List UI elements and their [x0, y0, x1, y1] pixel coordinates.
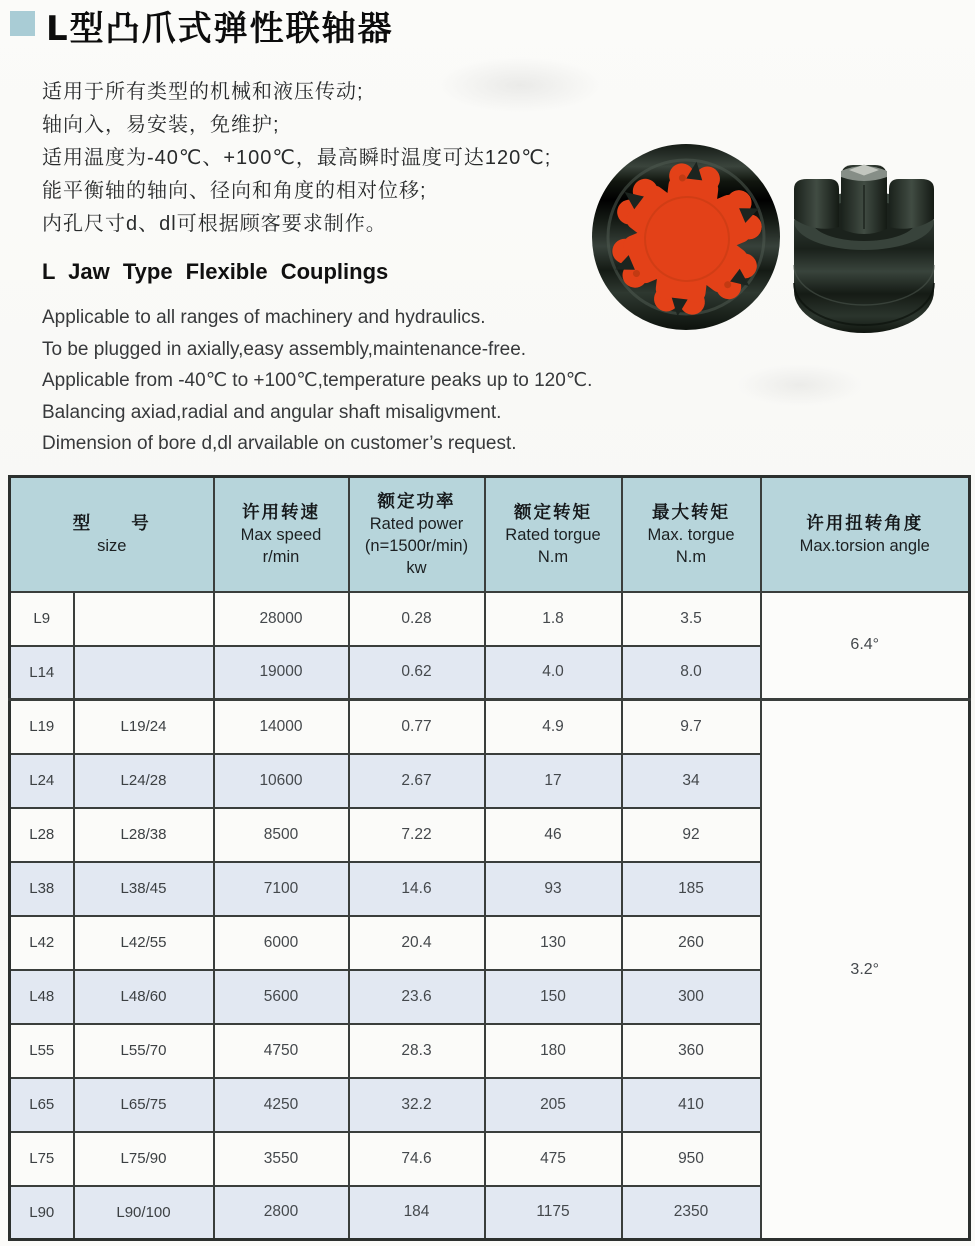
model-cell: L24 [10, 754, 74, 808]
table-row [10, 592, 970, 646]
section-bullet-square [10, 11, 35, 36]
table-header-row [10, 477, 970, 592]
rated-torque-cell: 4.9 [485, 700, 622, 754]
model2-cell: L90/100 [74, 1186, 214, 1240]
model2-cell: L75/90 [74, 1132, 214, 1186]
rated-torque-cell: 130 [485, 916, 622, 970]
rated-torque-cell: 4.0 [485, 646, 622, 700]
model-cell: L75 [10, 1132, 74, 1186]
max-torque-cell: 185 [622, 862, 761, 916]
speed-cell: 3550 [214, 1132, 349, 1186]
max-torque-cell: 950 [622, 1132, 761, 1186]
speed-cell: 7100 [214, 862, 349, 916]
speed-cell: 8500 [214, 808, 349, 862]
model2-cell: L55/70 [74, 1024, 214, 1078]
max-torque-cell: 260 [622, 916, 761, 970]
col-header-size-en: size [97, 537, 127, 556]
power-cell: 74.6 [349, 1132, 485, 1186]
model2-cell: L65/75 [74, 1078, 214, 1132]
intro-english [42, 302, 602, 460]
power-cell: 20.4 [349, 916, 485, 970]
model-cell: L65 [10, 1078, 74, 1132]
model-cell: L55 [10, 1024, 74, 1078]
intro-zh-line: 轴向入，易安装，免维护; [42, 114, 280, 136]
power-cell: 32.2 [349, 1078, 485, 1132]
max-torque-cell: 360 [622, 1024, 761, 1078]
rated-torque-cell: 46 [485, 808, 622, 862]
model2-cell [74, 592, 214, 646]
max-torque-cell: 92 [622, 808, 761, 862]
intro-en-line: To be plugged in axially,easy assembly,maintenance-free. [42, 338, 527, 360]
rated-torque-cell: 17 [485, 754, 622, 808]
model2-cell: L19/24 [74, 700, 214, 754]
speed-cell: 14000 [214, 700, 349, 754]
intro-zh-line: 能平衡轴的轴向、径向和角度的相对位移; [42, 180, 427, 202]
page-title: L型凸爪式弹性联轴器 [46, 9, 394, 49]
power-cell: 0.28 [349, 592, 485, 646]
intro-en-line: Dimension of bore d,dl arvailable on customer’s request. [42, 433, 517, 454]
spec-table [8, 475, 971, 1241]
model-cell: L9 [10, 592, 74, 646]
max-torque-cell: 2350 [622, 1186, 761, 1240]
speed-cell: 10600 [214, 754, 349, 808]
speed-cell: 28000 [214, 592, 349, 646]
angle-cell: 3.2° [761, 700, 970, 1240]
power-cell: 184 [349, 1186, 485, 1240]
max-torque-cell: 3.5 [622, 592, 761, 646]
power-cell: 14.6 [349, 862, 485, 916]
col-header-torsion-angle: 许用扭转角度 Max.torsion angle [761, 477, 970, 592]
model-cell: L19 [10, 700, 74, 754]
max-torque-cell: 8.0 [622, 646, 761, 700]
power-cell: 7.22 [349, 808, 485, 862]
max-torque-cell: 34 [622, 754, 761, 808]
power-cell: 28.3 [349, 1024, 485, 1078]
speed-cell: 6000 [214, 916, 349, 970]
intro-zh-line: 内孔尺寸d、dl可根据顾客要求制作。 [42, 213, 387, 235]
intro-en-line: Applicable from -40℃ to +100℃,temperature peaks up to 120℃. [42, 370, 593, 391]
model-cell: L28 [10, 808, 74, 862]
coupling-jaw-hub-photo [773, 133, 955, 350]
rated-torque-cell: 93 [485, 862, 622, 916]
rated-torque-cell: 475 [485, 1132, 622, 1186]
model2-cell: L48/60 [74, 970, 214, 1024]
col-header-size-zh: 型 号 [72, 513, 151, 534]
model-cell: L90 [10, 1186, 74, 1240]
model-cell: L14 [10, 646, 74, 700]
model2-cell: L42/55 [74, 916, 214, 970]
model2-cell [74, 646, 214, 700]
intro-en-line: Applicable to all ranges of machinery and hydraulics. [42, 307, 486, 328]
col-header-rated-power: 额定功率 Rated power (n=1500r/min) kw [349, 477, 485, 592]
rated-torque-cell: 1175 [485, 1186, 622, 1240]
col-header-max-speed: 许用转速 Max speed r/min [214, 477, 349, 592]
model2-cell: L24/28 [74, 754, 214, 808]
max-torque-cell: 300 [622, 970, 761, 1024]
rated-torque-cell: 150 [485, 970, 622, 1024]
speed-cell: 2800 [214, 1186, 349, 1240]
intro-zh-line: 适用于所有类型的机械和液压传动; [42, 81, 364, 103]
speed-cell: 5600 [214, 970, 349, 1024]
table-row [10, 700, 970, 754]
rated-torque-cell: 205 [485, 1078, 622, 1132]
speed-cell: 4750 [214, 1024, 349, 1078]
coupling-assembly-front-photo [586, 136, 788, 343]
rated-torque-cell: 180 [485, 1024, 622, 1078]
angle-cell: 6.4° [761, 592, 970, 700]
power-cell: 0.62 [349, 646, 485, 700]
model2-cell: L28/38 [74, 808, 214, 862]
model-cell: L42 [10, 916, 74, 970]
english-title: L Jaw Type Flexible Couplings [42, 259, 389, 284]
power-cell: 23.6 [349, 970, 485, 1024]
intro-chinese [42, 76, 602, 241]
model2-cell: L38/45 [74, 862, 214, 916]
col-header-max-torque: 最大转矩 Max. torgue N.m [622, 477, 761, 592]
rated-torque-cell: 1.8 [485, 592, 622, 646]
power-cell: 2.67 [349, 754, 485, 808]
model-cell: L48 [10, 970, 74, 1024]
col-header-size [10, 477, 214, 592]
power-cell: 0.77 [349, 700, 485, 754]
model-cell: L38 [10, 862, 74, 916]
max-torque-cell: 410 [622, 1078, 761, 1132]
max-torque-cell: 9.7 [622, 700, 761, 754]
intro-en-line: Balancing axiad,radial and angular shaft misaligvment. [42, 401, 502, 423]
speed-cell: 4250 [214, 1078, 349, 1132]
col-header-rated-torque: 额定转矩 Rated torgue N.m [485, 477, 622, 592]
intro-zh-line: 适用温度为-40℃、+100℃，最高瞬时温度可达120℃; [42, 147, 552, 169]
speed-cell: 19000 [214, 646, 349, 700]
